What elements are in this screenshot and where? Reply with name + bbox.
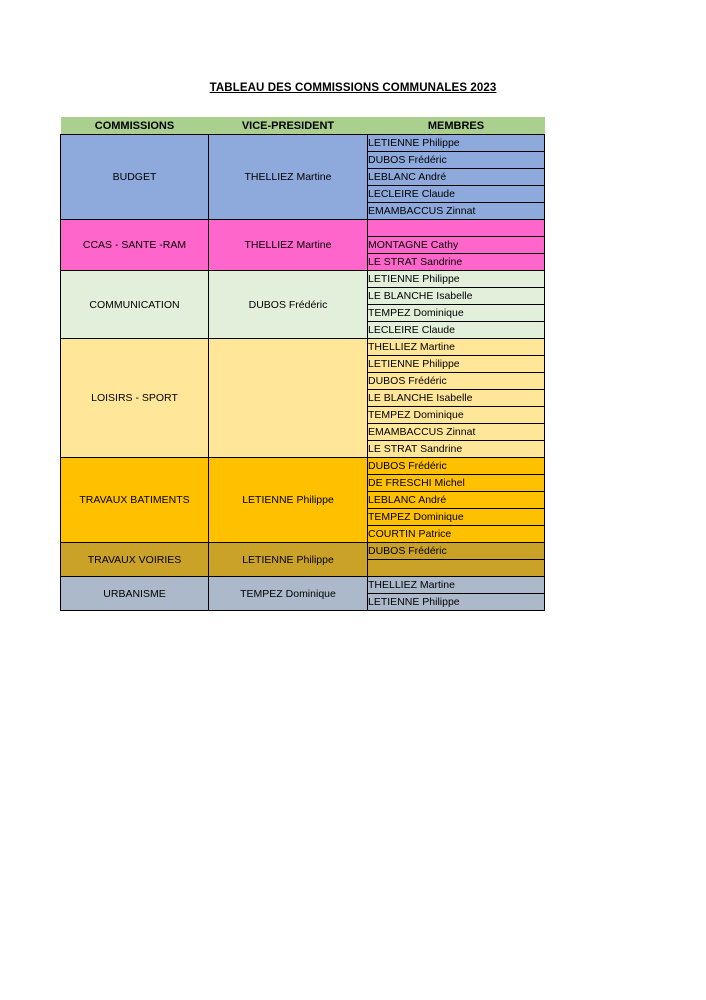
vice-president-name: THELLIEZ Martine	[209, 135, 368, 220]
commission-name: LOISIRS - SPORT	[61, 339, 209, 458]
header-row	[61, 117, 545, 135]
member-name: LECLEIRE Claude	[368, 322, 545, 339]
member-name: TEMPEZ Dominique	[368, 305, 545, 322]
table-row	[61, 220, 545, 237]
member-name: EMAMBACCUS Zinnat	[368, 203, 545, 220]
vice-president-name: THELLIEZ Martine	[209, 220, 368, 271]
member-name: THELLIEZ Martine	[368, 577, 545, 594]
table-row	[61, 577, 545, 594]
header-membres: MEMBRES	[368, 117, 545, 135]
commission-name: TRAVAUX BATIMENTS	[61, 458, 209, 543]
commissions-table	[60, 117, 545, 611]
member-name: MONTAGNE Cathy	[368, 237, 545, 254]
member-name: LE STRAT Sandrine	[368, 254, 545, 271]
table-body	[61, 135, 545, 611]
vice-president-name: TEMPEZ Dominique	[209, 577, 368, 611]
member-name: TEMPEZ Dominique	[368, 407, 545, 424]
header-commissions: COMMISSIONS	[61, 117, 209, 135]
commission-name: COMMUNICATION	[61, 271, 209, 339]
member-name: DUBOS Frédéric	[368, 458, 545, 475]
vice-president-name	[209, 339, 368, 458]
member-name: DUBOS Frédéric	[368, 152, 545, 169]
table-row	[61, 271, 545, 288]
member-name: LEBLANC André	[368, 492, 545, 509]
member-name: DUBOS Frédéric	[368, 373, 545, 390]
vice-president-name: DUBOS Frédéric	[209, 271, 368, 339]
member-name	[368, 560, 545, 577]
table-row	[61, 458, 545, 475]
member-name: LETIENNE Philippe	[368, 135, 545, 152]
vice-president-name: LETIENNE Philippe	[209, 543, 368, 577]
page-title: TABLEAU DES COMMISSIONS COMMUNALES 2023	[209, 82, 497, 94]
vice-president-name: LETIENNE Philippe	[209, 458, 368, 543]
member-name: LE BLANCHE Isabelle	[368, 288, 545, 305]
commission-name: CCAS - SANTE -RAM	[61, 220, 209, 271]
member-name: THELLIEZ Martine	[368, 339, 545, 356]
member-name: LETIENNE Philippe	[368, 594, 545, 611]
member-name: LETIENNE Philippe	[368, 356, 545, 373]
table-row	[61, 339, 545, 356]
member-name	[368, 220, 545, 237]
table-row	[61, 543, 545, 560]
member-name: LE STRAT Sandrine	[368, 441, 545, 458]
member-name: EMAMBACCUS Zinnat	[368, 424, 545, 441]
table-row	[61, 135, 545, 152]
member-name: TEMPEZ Dominique	[368, 509, 545, 526]
member-name: LEBLANC André	[368, 169, 545, 186]
member-name: LE BLANCHE Isabelle	[368, 390, 545, 407]
commission-name: TRAVAUX VOIRIES	[61, 543, 209, 577]
member-name: DUBOS Frédéric	[368, 543, 545, 560]
header-vice-president: VICE-PRESIDENT	[209, 117, 368, 135]
commission-name: URBANISME	[61, 577, 209, 611]
member-name: LECLEIRE Claude	[368, 186, 545, 203]
commission-name: BUDGET	[61, 135, 209, 220]
member-name: DE FRESCHI Michel	[368, 475, 545, 492]
member-name: COURTIN Patrice	[368, 526, 545, 543]
member-name: LETIENNE Philippe	[368, 271, 545, 288]
